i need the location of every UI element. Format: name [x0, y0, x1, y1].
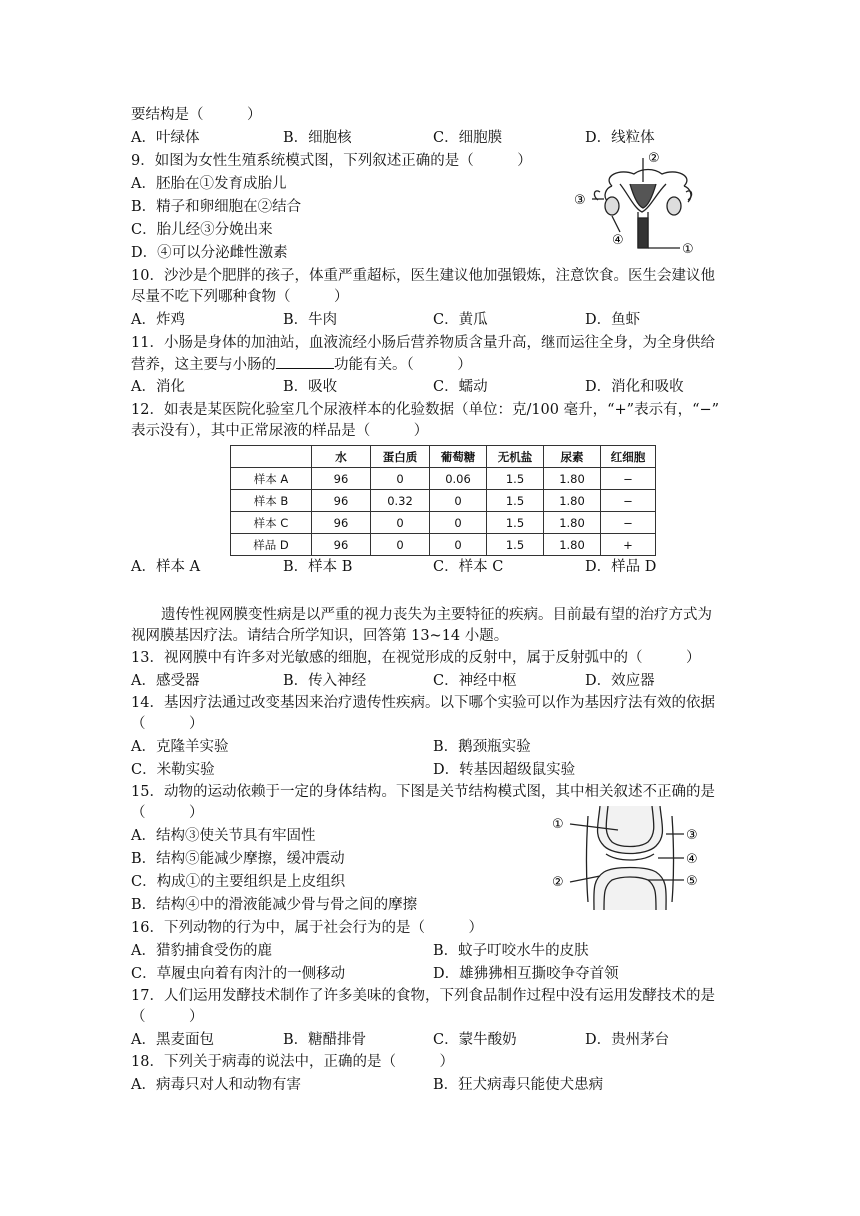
q12-option-c: C．样本 C — [433, 559, 504, 575]
question-10: 10．沙沙是个肥胖的孩子，体重严重超标，医生建议他加强锻炼，注意饮食。医生会建议他 — [131, 268, 715, 284]
uterus-label-4: ④ — [612, 233, 624, 248]
q13-option-c: C．神经中枢 — [433, 673, 517, 689]
q16-option-a: A．猎豹捕食受伤的鹿 — [131, 943, 272, 959]
q10-option-b: B．牛肉 — [283, 312, 338, 328]
q11-option-c: C．蠕动 — [433, 379, 488, 395]
table-row — [231, 490, 656, 512]
table-cell: 0 — [371, 512, 430, 534]
question-12-cont: 表示没有），其中正常尿液的样品是（ ） — [131, 423, 429, 439]
q14-option-d: D．转基因超级鼠实验 — [433, 762, 576, 778]
q9-option-c: C．胎儿经③分娩出来 — [131, 222, 273, 238]
q14-option-a: A．克隆羊实验 — [131, 739, 229, 755]
q9-option-a: A．胚胎在①发育成胎儿 — [131, 176, 287, 192]
table-cell: 1.5 — [487, 468, 544, 490]
question-16: 16．下列动物的行为中，属于社会行为的是（ ） — [131, 920, 483, 936]
table-cell: 0 — [430, 512, 487, 534]
q10-option-a: A．炸鸡 — [131, 312, 185, 328]
joint-label-4: ④ — [686, 852, 698, 867]
table-cell: 0 — [430, 490, 487, 512]
table-cell: 96 — [312, 534, 371, 556]
q11-option-d: D．消化和吸收 — [585, 379, 684, 395]
q16-option-b: B．蚊子叮咬水牛的皮肤 — [433, 943, 589, 959]
table-header-row — [231, 446, 656, 468]
question-15-cont: （ ） — [131, 805, 204, 821]
q17-option-b: B．糖醋排骨 — [283, 1032, 367, 1048]
table-cell: 0.06 — [430, 468, 487, 490]
q12-option-b: B．样本 B — [283, 559, 353, 575]
q11-option-b: B．吸收 — [283, 379, 338, 395]
uterus-label-2: ② — [648, 151, 660, 166]
female-reproductive-diagram — [572, 148, 712, 256]
table-header: 葡萄糖 — [430, 446, 487, 468]
table-cell: + — [601, 534, 656, 556]
table-cell: 96 — [312, 490, 371, 512]
joint-structure-diagram — [548, 806, 708, 910]
q13-option-a: A．感受器 — [131, 673, 200, 689]
urine-sample-table — [230, 445, 656, 556]
passage-intro-cont: 视网膜基因疗法。请结合所学知识，回答第 13~14 小题。 — [131, 628, 509, 644]
q17-option-a: A．黑麦面包 — [131, 1032, 214, 1048]
q15-option-b: B．结构⑤能减少摩擦，缓冲震动 — [131, 851, 345, 867]
question-12: 12．如表是某医院化验室几个尿液样本的化验数据（单位：克/100 毫升，“+”表示有，“−” — [131, 402, 720, 418]
q14-option-c: C．米勒实验 — [131, 762, 215, 778]
q9-option-b: B．精子和卵细胞在②结合 — [131, 199, 302, 215]
q10-option-d: D．鱼虾 — [585, 312, 641, 328]
q12-option-a: A．样本 A — [131, 559, 201, 575]
table-cell: 1.5 — [487, 512, 544, 534]
table-row — [231, 512, 656, 534]
table-cell: 0 — [371, 468, 430, 490]
uterus-label-3: ③ — [574, 193, 586, 208]
table-cell: 96 — [312, 468, 371, 490]
q8-option-b: B．细胞核 — [283, 130, 352, 146]
table-cell: 样本 A — [231, 468, 312, 490]
table-row — [231, 468, 656, 490]
table-cell: 样本 C — [231, 512, 312, 534]
q11-text-post: 功能有关。（ ） — [334, 357, 472, 373]
table-cell: 0 — [430, 534, 487, 556]
q14-option-b: B．鹅颈瓶实验 — [433, 739, 531, 755]
table-cell: 1.80 — [544, 512, 601, 534]
q15-option-d: B．结构④中的滑液能减少骨与骨之间的摩擦 — [131, 897, 418, 913]
question-13: 13．视网膜中有许多对光敏感的细胞，在视觉形成的反射中，属于反射弧中的（ ） — [131, 650, 701, 666]
q8-option-c: C．细胞膜 — [433, 130, 503, 146]
q11-option-a: A．消化 — [131, 379, 185, 395]
question-17-cont: （ ） — [131, 1009, 204, 1025]
table-cell: − — [601, 490, 656, 512]
table-cell: − — [601, 468, 656, 490]
q15-option-c: C．构成①的主要组织是上皮组织 — [131, 874, 346, 890]
q10-option-c: C．黄瓜 — [433, 312, 488, 328]
table-header — [231, 446, 312, 468]
question-8-tail: 要结构是（ ） — [131, 107, 262, 123]
joint-label-3: ③ — [686, 828, 698, 843]
table-cell: 样品 D — [231, 534, 312, 556]
table-cell: 1.5 — [487, 534, 544, 556]
q12-option-d: D．样品 D — [585, 559, 657, 575]
table-header: 红细胞 — [601, 446, 656, 468]
question-17: 17．人们运用发酵技术制作了许多美味的食物，下列食品制作过程中没有运用发酵技术的是 — [131, 988, 715, 1004]
passage-intro: 遗传性视网膜变性病是以严重的视力丧失为主要特征的疾病。目前最有望的治疗方式为 — [161, 607, 712, 623]
table-header: 水 — [312, 446, 371, 468]
q8-option-a: A．叶绿体 — [131, 130, 200, 146]
q9-option-d: D．④可以分泌雌性激素 — [131, 245, 288, 261]
q17-option-d: D．贵州茅台 — [585, 1032, 670, 1048]
table-cell: 96 — [312, 512, 371, 534]
q13-option-b: B．传入神经 — [283, 673, 367, 689]
q15-option-a: A．结构③使关节具有牢固性 — [131, 828, 316, 844]
q13-option-d: D．效应器 — [585, 673, 655, 689]
q18-option-a: A．病毒只对人和动物有害 — [131, 1077, 301, 1093]
q18-option-b: B．狂犬病毒只能使犬患病 — [433, 1077, 604, 1093]
uterus-label-1: ① — [682, 242, 694, 256]
table-cell: 1.5 — [487, 490, 544, 512]
question-14-cont: （ ） — [131, 716, 204, 732]
q11-text-pre: 营养，这主要与小肠的 — [131, 357, 276, 373]
table-row — [231, 534, 656, 556]
table-cell: 1.80 — [544, 490, 601, 512]
joint-label-2: ② — [552, 875, 564, 890]
q17-option-c: C．蒙牛酸奶 — [433, 1032, 517, 1048]
question-11: 11．小肠是身体的加油站，血液流经小肠后营养物质含量升高，继而运往全身，为全身供给 — [131, 335, 715, 351]
table-cell: 0.32 — [371, 490, 430, 512]
table-cell: 1.80 — [544, 468, 601, 490]
q11-fill-blank — [276, 354, 334, 369]
table-cell: − — [601, 512, 656, 534]
table-header: 蛋白质 — [371, 446, 430, 468]
question-18: 18．下列关于病毒的说法中，正确的是（ ） — [131, 1054, 454, 1070]
q8-option-d: D．线粒体 — [585, 130, 655, 146]
joint-label-1: ① — [552, 817, 564, 832]
question-9: 9．如图为女性生殖系统模式图，下列叙述正确的是（ ） — [131, 153, 532, 169]
q16-option-c: C．草履虫向着有肉汁的一侧移动 — [131, 966, 346, 982]
question-11-cont — [131, 354, 472, 375]
question-15: 15．动物的运动依赖于一定的身体结构。下图是关节结构模式图，其中相关叙述不正确的是 — [131, 784, 715, 800]
table-header: 无机盐 — [487, 446, 544, 468]
q16-option-d: D．雄狒狒相互撕咬争夺首领 — [433, 966, 619, 982]
table-cell: 样本 B — [231, 490, 312, 512]
joint-label-5: ⑤ — [686, 874, 698, 889]
table-cell: 0 — [371, 534, 430, 556]
table-header: 尿素 — [544, 446, 601, 468]
table-cell: 1.80 — [544, 534, 601, 556]
question-10-cont: 尽量不吃下列哪种食物（ ） — [131, 289, 349, 305]
question-14: 14．基因疗法通过改变基因来治疗遗传性疾病。以下哪个实验可以作为基因疗法有效的依据 — [131, 695, 715, 711]
